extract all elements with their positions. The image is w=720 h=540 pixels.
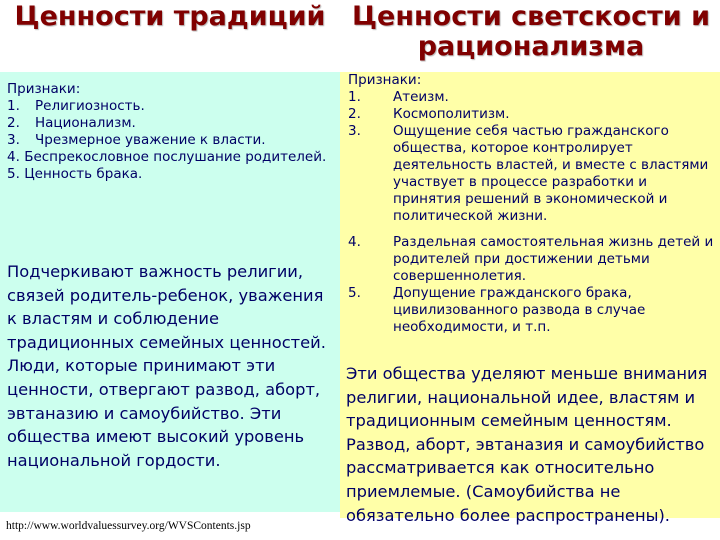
- title-secular-rational-values: Ценности светскости и рационализма: [351, 1, 710, 63]
- list-item-text: Атеизм.: [393, 89, 449, 105]
- list-item-text: Чрезмерное уважение к власти.: [35, 132, 266, 148]
- list-item-number: 3.: [7, 132, 20, 148]
- list-item-number: 1.: [348, 89, 361, 105]
- list-item: [348, 123, 718, 225]
- list-item: [7, 149, 327, 166]
- secular-values-panel: [340, 72, 720, 525]
- list-item-number: 5.: [348, 285, 361, 301]
- list-item-text: Ощущение себя частью гражданского общества, которое контролирует деятельность властей, и вместе с властями участвует в процессе разработки и принятия решений в экономической и политической жизни.: [393, 123, 709, 224]
- list-item-number: 5.: [7, 166, 20, 182]
- left-summary-paragraph: Подчеркивают важность религии, связей родитель-ребенок, уважения к властям и соблюдение традиционных семейных ценностей. Люди, которые принимают эти ценности, отвергают развод, аборт, эвтаназию и самоубийство. Эти общества имеют высокий уровень национальной гордости.: [7, 262, 326, 470]
- list-item: [7, 132, 327, 149]
- list-item: [348, 89, 718, 106]
- list-item-number: 4.: [348, 234, 361, 250]
- list-item: [348, 234, 718, 285]
- list-item: [7, 166, 327, 183]
- list-item: [7, 115, 327, 132]
- right-signs-heading: Признаки:: [348, 72, 422, 88]
- left-signs-heading: Признаки:: [7, 81, 81, 97]
- right-summary-paragraph: Эти общества уделяют меньше внимания религии, национальной идее, властям и традиционным семейным ценностям. Развод, аборт, эвтаназия и самоубийство рассматривается как относительно приемлемые. (Самоубийства не обязательно более распространены).: [346, 364, 708, 525]
- list-item-text: Беспрекословное послушание родителей.: [24, 149, 327, 165]
- list-item-number: 1.: [7, 98, 20, 114]
- list-item-text: Национализм.: [35, 115, 136, 131]
- list-spacer: [348, 225, 718, 234]
- list-item: [348, 285, 718, 336]
- left-signs-list: [7, 98, 327, 183]
- list-item-number: 2.: [7, 115, 20, 131]
- list-item-text: Религиозность.: [35, 98, 145, 114]
- list-item: [348, 106, 718, 123]
- title-traditional-values: Ценности традиций: [14, 1, 326, 32]
- list-item: [7, 98, 327, 115]
- right-signs-list: [348, 89, 718, 336]
- list-item-text: Ценность брака.: [24, 166, 143, 182]
- list-item-text: Допущение гражданского брака, цивилизованного развода в случае необходимости, и т.п.: [393, 285, 646, 335]
- traditional-values-panel: [0, 72, 340, 512]
- list-item-text: Раздельная самостоятельная жизнь детей и родителей при достижении детьми совершеннолетия.: [393, 234, 714, 284]
- list-item-number: 3.: [348, 123, 361, 139]
- list-item-number: 4.: [7, 149, 20, 165]
- list-item-text: Космополитизм.: [393, 106, 510, 122]
- list-item-number: 2.: [348, 106, 361, 122]
- source-url-link[interactable]: http://www.worldvaluessurvey.org/WVSContents.jsp: [6, 520, 251, 532]
